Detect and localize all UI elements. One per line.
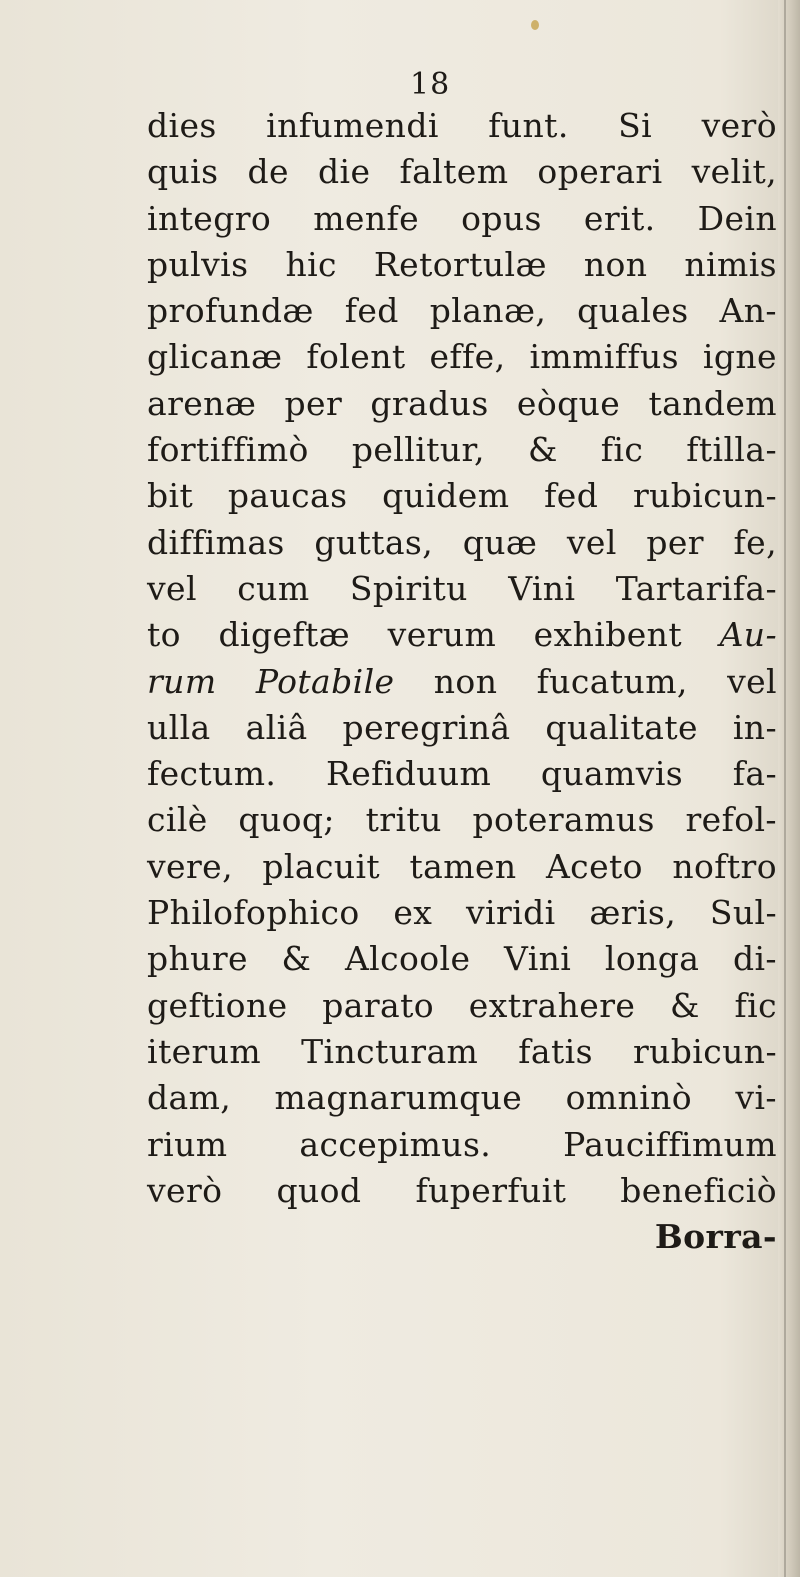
text-line-11: vel cum Spiritu Vini Tartarifa- — [147, 568, 777, 608]
text-line-21: iterum Tincturam fatis rubicun- — [147, 1031, 777, 1071]
text-line-23: rium accepimus. Pauciffimum — [147, 1124, 777, 1164]
page-number: 18 — [410, 67, 451, 102]
text-line-4: pulvis hic Retortulæ non nimis — [147, 244, 777, 284]
text-line-10: diffimas guttas, quæ vel per fe, — [147, 522, 777, 562]
text-line-17: vere, placuit tamen Aceto noftro — [147, 846, 777, 886]
text-line-13-roman: non fucatum, vel — [433, 661, 778, 701]
text-line-19: phure & Alcoole Vini longa di- — [147, 939, 777, 979]
italic-term-start: Au- — [719, 615, 777, 655]
page-edge — [778, 0, 800, 1577]
text-line-7: arenæ per gradus eòque tandem — [147, 383, 777, 423]
text-line-5: profundæ fed planæ, quales An- — [147, 291, 777, 331]
text-line-13 — [147, 659, 777, 705]
catchword: Borra- — [654, 1217, 777, 1257]
italic-term-end: rum Potabile — [147, 661, 395, 701]
text-line-24: verò quod fuperfuit beneficiò — [147, 1170, 777, 1210]
text-line-14: ulla aliâ peregrinâ qualitate in- — [147, 707, 777, 747]
text-line-2: quis de die faltem operari velit, — [147, 152, 777, 192]
ink-mark — [531, 20, 539, 30]
text-line-18: Philofophico ex viridi æris, Sul- — [147, 893, 777, 933]
text-line-6: glicanæ folent effe, immiffus igne — [147, 337, 777, 377]
text-line-16: cilè quoq; tritu poteramus refol- — [147, 800, 777, 840]
body-text — [147, 103, 777, 1260]
text-line-3: integro menfe opus erit. Dein — [147, 198, 777, 238]
text-line-12-roman: to digeftæ verum exhibent — [147, 615, 683, 655]
text-line-20: geftione parato extrahere & fic — [147, 985, 777, 1025]
text-line-12 — [147, 612, 777, 658]
text-line-8: fortiffimò pellitur, & fic ftilla- — [147, 430, 777, 470]
text-line-9: bit paucas quidem fed rubicun- — [147, 476, 777, 516]
text-line-15: fectum. Refiduum quamvis fa- — [147, 754, 777, 794]
page-edge-line — [784, 0, 786, 1577]
text-line-22: dam, magnarumque omninò vi- — [147, 1078, 777, 1118]
text-line-1: dies infumendi funt. Si verò — [147, 106, 777, 145]
